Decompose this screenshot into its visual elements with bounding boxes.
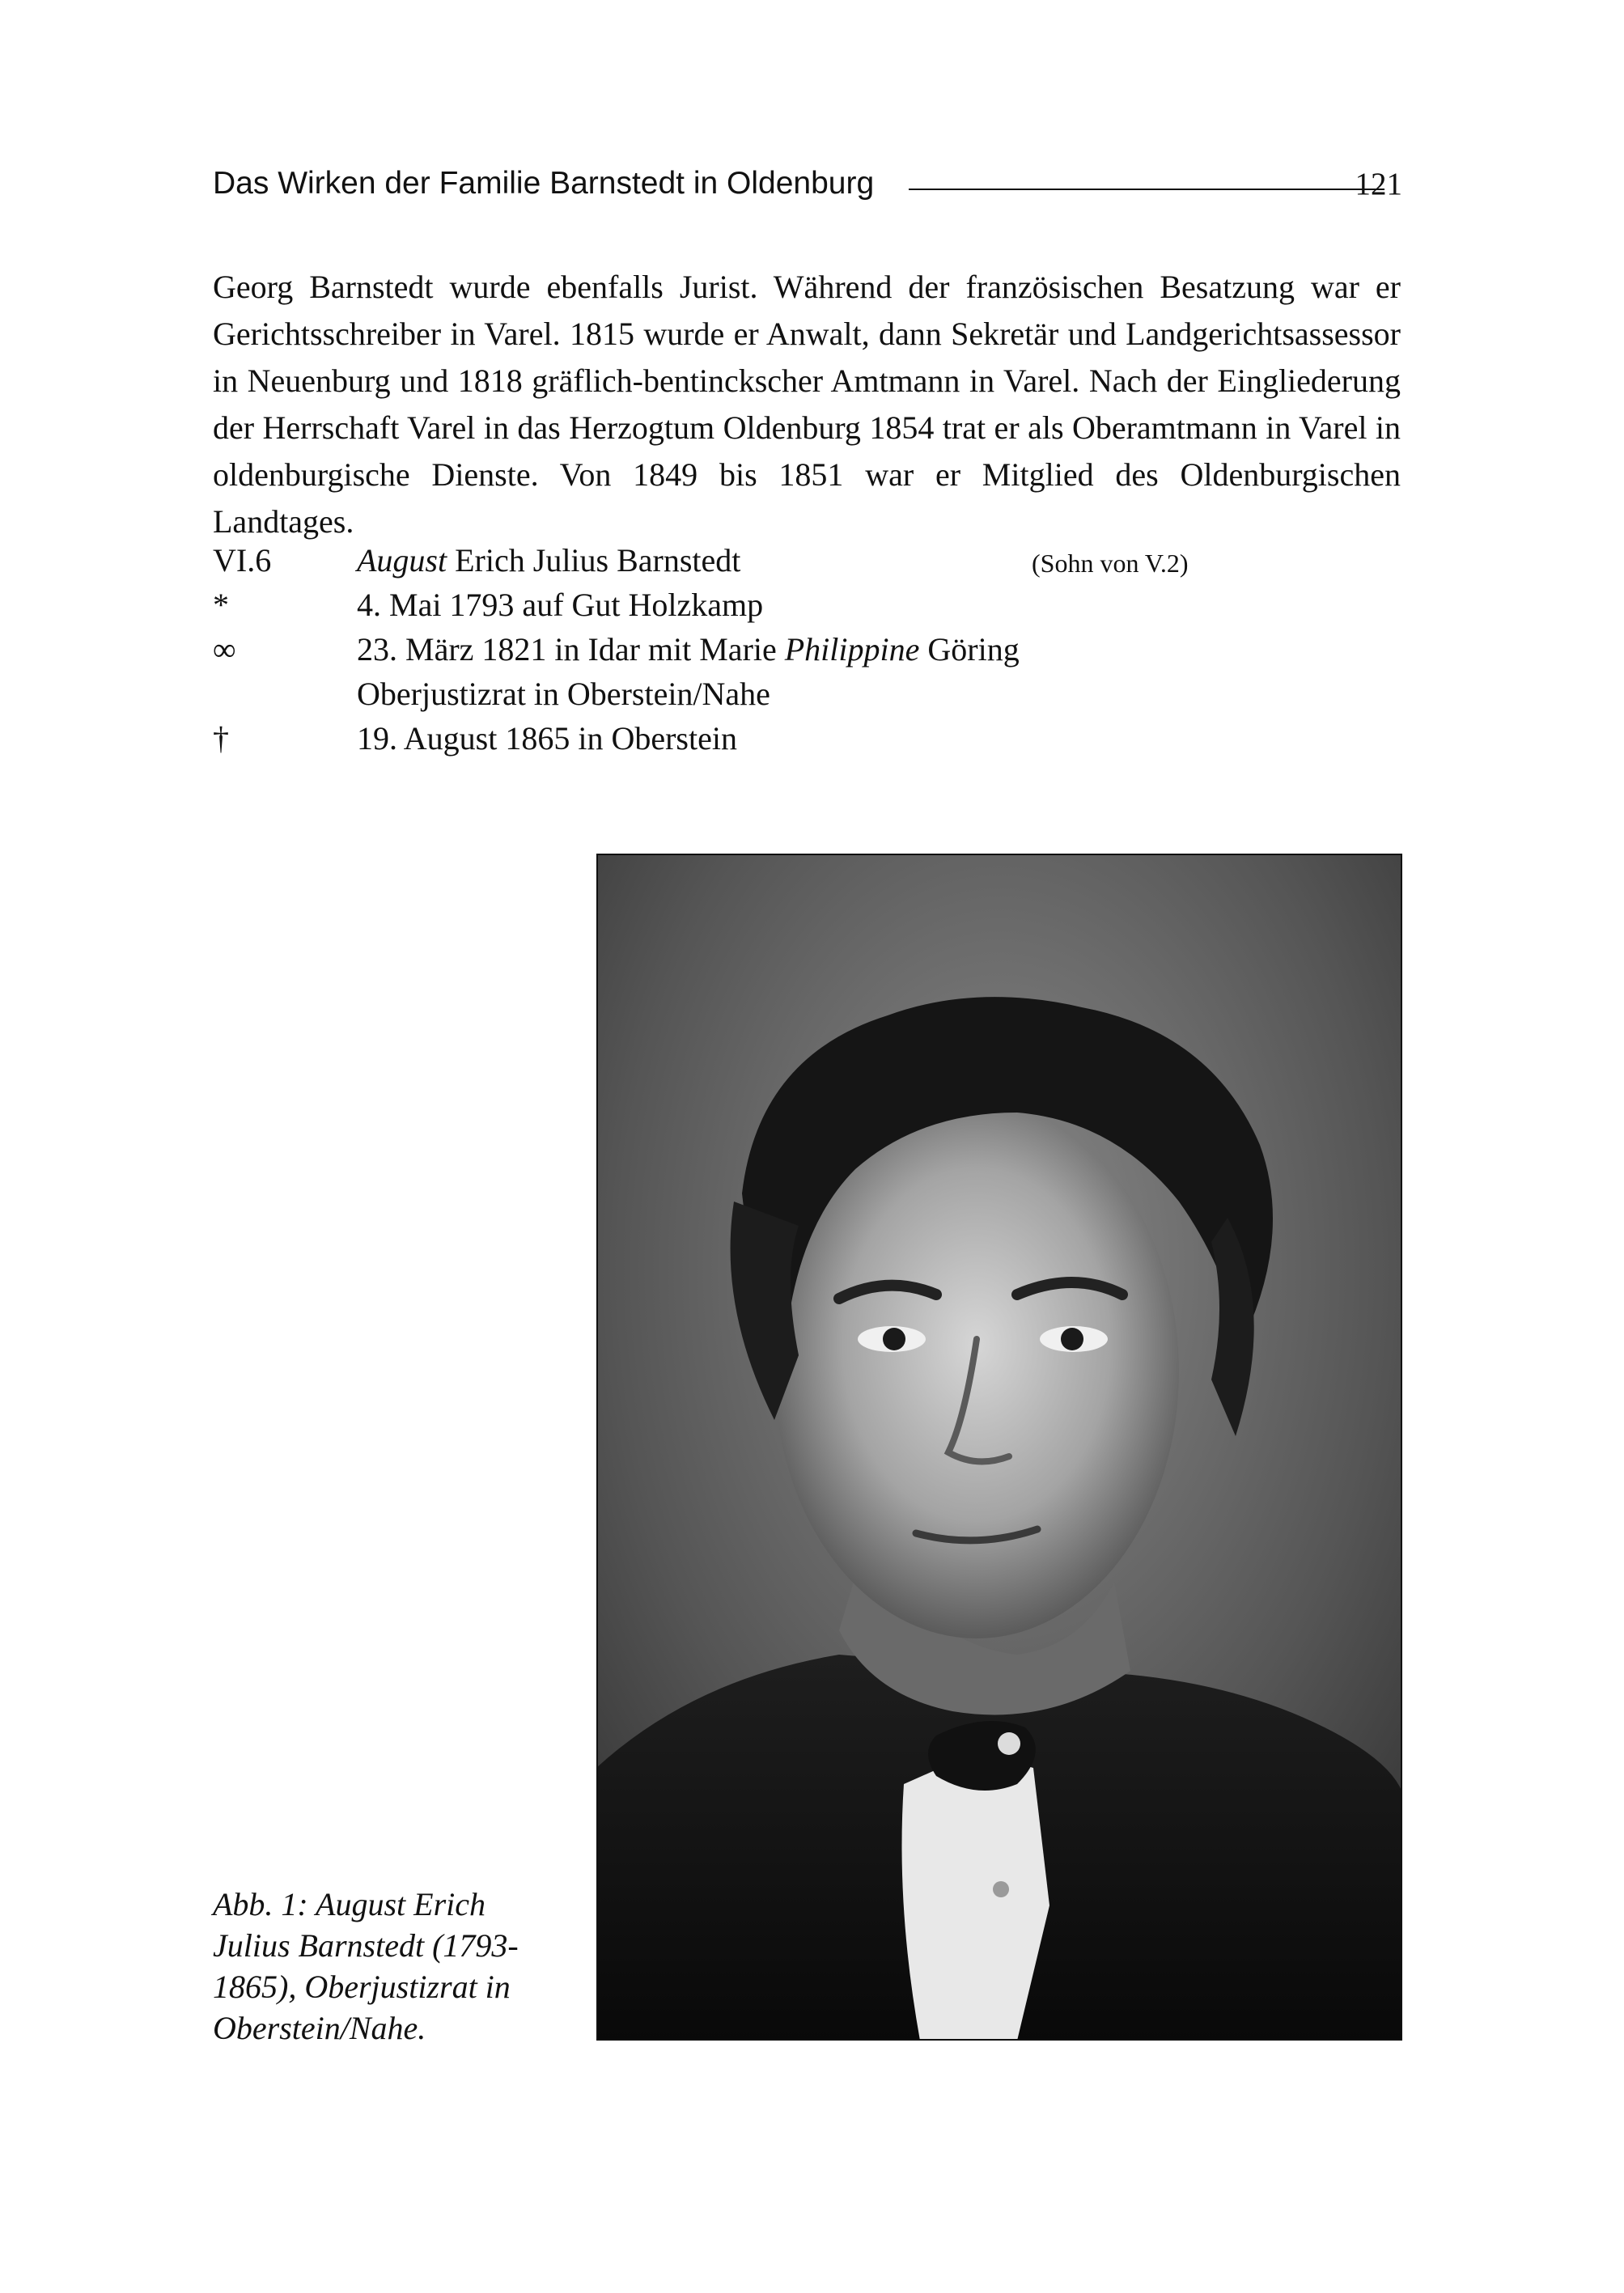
entry-birth: 4. Mai 1793 auf Gut Holzkamp	[357, 587, 764, 623]
marriage-marker: ∞	[213, 631, 236, 668]
running-head	[213, 166, 1402, 208]
entry-name-rest: Erich Julius Barnstedt	[447, 542, 741, 579]
genealogy-entry	[213, 538, 1402, 761]
entry-occupation-row	[213, 672, 1402, 716]
entry-marriage	[357, 627, 1020, 672]
birth-marker: *	[213, 587, 229, 623]
death-marker: †	[213, 720, 229, 757]
entry-death: 19. August 1865 in Oberstein	[357, 720, 737, 757]
entry-marriage-row	[213, 627, 1402, 672]
running-head-rule	[909, 189, 1384, 190]
entry-name-row	[213, 538, 1402, 583]
running-head-title: Das Wirken der Familie Barnstedt in Oldenburg	[213, 166, 875, 201]
spouse-name-italic: Philippine	[784, 631, 920, 668]
entry-death-row	[213, 716, 1402, 761]
entry-birth-row	[213, 583, 1402, 627]
marriage-suffix: Göring	[919, 631, 1020, 668]
entry-occupation: Oberjustizrat in Oberstein/Nahe	[357, 676, 770, 712]
figure-caption: Abb. 1: August Erich Julius Barnstedt (1793-1865), Oberjustizrat in Oberstein/Nahe.	[213, 1886, 519, 2046]
entry-id: VI.6	[213, 542, 272, 579]
page-number: 121	[1355, 167, 1402, 201]
entry-person-name	[357, 538, 740, 583]
portrait-figure	[596, 854, 1402, 2041]
entry-first-name: August	[357, 542, 447, 579]
marriage-prefix: 23. März 1821 in Idar mit Marie	[357, 631, 785, 668]
portrait-image	[596, 854, 1402, 2041]
entry-parent-note: (Sohn von V.2)	[1032, 549, 1189, 578]
body-paragraph: Georg Barnstedt wurde ebenfalls Jurist. Während der französischen Besatzung war er Gerichtsschreiber in Varel. 1815 wurde er Anwalt, dann Sekretär und Landgerichtsassessor in Neuenburg und 1818 gräflich-bentinckscher Amtmann in Varel. Nach der Eingliederung der Herrschaft Varel in das Herzogtum Oldenburg 1854 trat er als Oberamtmann in Varel in oldenburgische Dienste. Von 1849 bis 1851 war er Mitglied des Oldenburgischen Landtages.	[213, 269, 1401, 540]
